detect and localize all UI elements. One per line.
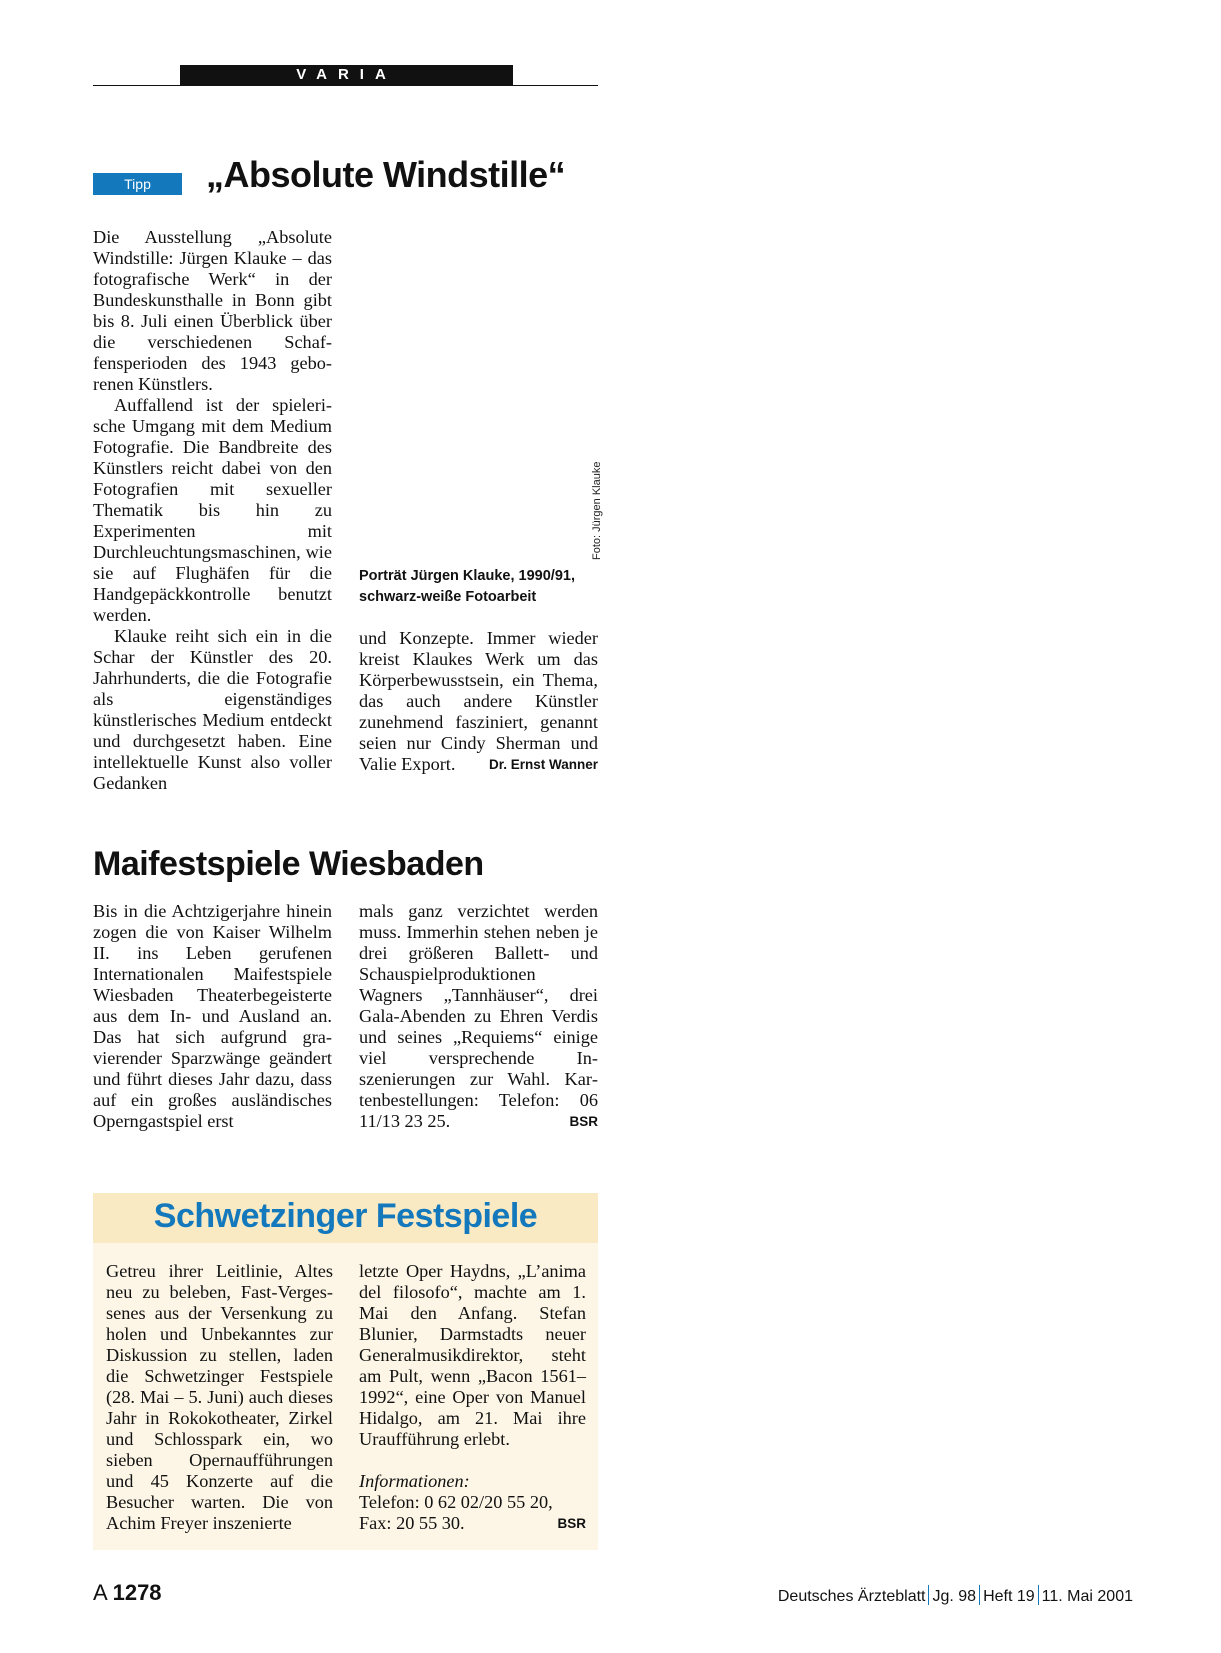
author-name: BSR — [569, 1114, 598, 1129]
article1-paragraph: Klauke reiht sich ein in die Schar der Künstler des 20. Jahrhunderts, die die Fotografie als eigenständiges künstlerisches Medium entdeckt und durchgesetzt haben. Eine intellektuelle Kunst also voller Gedanken — [93, 626, 332, 793]
article1-paragraph: Die Ausstellung „Absolute Windstille: Jürgen Klauke – das fotografische Werk“ in der Bundeskunsthalle in Bonn gibt bis 8. Juli einen Überblick über die verschiedenen Schaffensperioden des 1943 geborenen Künstlers. — [93, 227, 332, 394]
issue-date: 11. Mai 2001 — [1041, 1588, 1133, 1605]
article1-text: und Konzepte. Immer wieder kreist Klaukes Werk um das Körperbewusstsein, ein Thema, das auch andere Künstler zunehmend fasziniert, genannt seien nur Cindy Sherman und Valie Export. — [359, 628, 598, 774]
info-fax-line — [359, 1513, 586, 1534]
article2-column1 — [93, 901, 332, 1132]
article2-column2 — [359, 901, 598, 1132]
separator — [979, 1585, 980, 1605]
section-label: VARIA — [180, 65, 513, 85]
journal-name: Deutsches Ärzteblatt — [777, 1588, 926, 1605]
author-name: BSR — [557, 1516, 586, 1531]
article2-paragraph: Bis in die Achtzigerjahre hinein zogen die von Kaiser Wilhelm II. ins Leben gerufenen Internationalen Maifestspiele Wiesbaden Theaterbegeisterte aus dem In- und Ausland an. Das hat sich aufgrund gravierender Sparzwänge geändert und führt dieses Jahr dazu, dass auf ein großes ausländisches Operngastspiel erst — [93, 901, 332, 1131]
section-rule — [93, 85, 598, 86]
caption-line: Porträt Jürgen Klauke, 1990/91, — [359, 568, 575, 584]
article1-paragraph-end — [359, 628, 598, 775]
article1-paragraph: Auffallend ist der spielerische Umgang mit dem Medium Fotografie. Die Bandbreite des Künstlers reicht dabei von den Fotografien mit sexueller Thematik bis hin zu Experimenten mit Durchleuchtungsmaschinen, wie sie auf Flughäfen für die Handgepäckkontrolle benutzt werden. — [93, 395, 332, 625]
article2-text: mals ganz verzichtet werden muss. Immerhin stehen neben je drei größeren Ballett- und Schauspielproduktionen Wagners „Tannhäuser“, drei Gala-Abenden zu Ehren Verdis und seines „Requiems“ einige viel versprechende Inszenierungen zur Wahl. Kartenbestellungen: Telefon: 06 11/13 23 25. — [359, 901, 598, 1131]
page-prefix: A — [93, 1580, 107, 1605]
article3-paragraph: letzte Oper Haydns, „L’anima del filosofo“, machte am 1. Mai den Anfang. Stefan Blunier, Darmstadts neuer Generalmusikdirektor, steht am Pult, wenn „Bacon 1561–1992“, eine Oper von Manuel Hidalgo, am 21. Mai ihre Uraufführung erlebt. — [359, 1261, 586, 1449]
caption-line: schwarz-weiße Fotoarbeit — [359, 589, 537, 605]
article-title-maifestspiele: Maifestspiele Wiesbaden — [93, 845, 484, 883]
article-title-schwetzingen: Schwetzinger Festspiele — [153, 1197, 538, 1235]
volume: Jg. 98 — [932, 1588, 977, 1605]
info-fax: Fax: 20 55 30. — [359, 1513, 465, 1533]
article3-column2 — [359, 1261, 586, 1534]
article3-column1 — [106, 1261, 333, 1534]
separator — [928, 1585, 929, 1605]
info-label: Informationen: — [359, 1471, 470, 1491]
article-title-windstille: „Absolute Windstille“ — [206, 154, 566, 195]
tipp-badge: Tipp — [93, 173, 182, 195]
article1-column2 — [359, 628, 598, 775]
article1-column1 — [93, 227, 332, 794]
author-name: Dr. Ernst Wanner — [488, 757, 598, 772]
article2-paragraph-end — [359, 901, 598, 1132]
page-number-value: 1278 — [112, 1580, 162, 1605]
article3-paragraph: Getreu ihrer Leitlinie, Altes neu zu beleben, Fast-Vergessenes aus der Versenkung zu holen und Unbekanntes zur Diskussion zu stellen, laden die Schwetzinger Festspiele (28. Mai – 5. Juni) auch dieses Jahr in Rokokotheater, Zirkel und Schlosspark ein, wo sieben Opernaufführungen und 45 Konzerte auf die Besucher warten. Die von Achim Freyer inszenierte — [106, 1261, 333, 1533]
photo-credit: Foto: Jürgen Klauke — [591, 461, 603, 560]
info-phone: Telefon: 0 62 02/20 55 20, — [359, 1492, 553, 1512]
footer-citation — [778, 1585, 1133, 1606]
separator — [1038, 1585, 1039, 1605]
photo-caption — [359, 566, 604, 608]
issue: Heft 19 — [983, 1588, 1035, 1605]
page-number — [93, 1580, 162, 1606]
